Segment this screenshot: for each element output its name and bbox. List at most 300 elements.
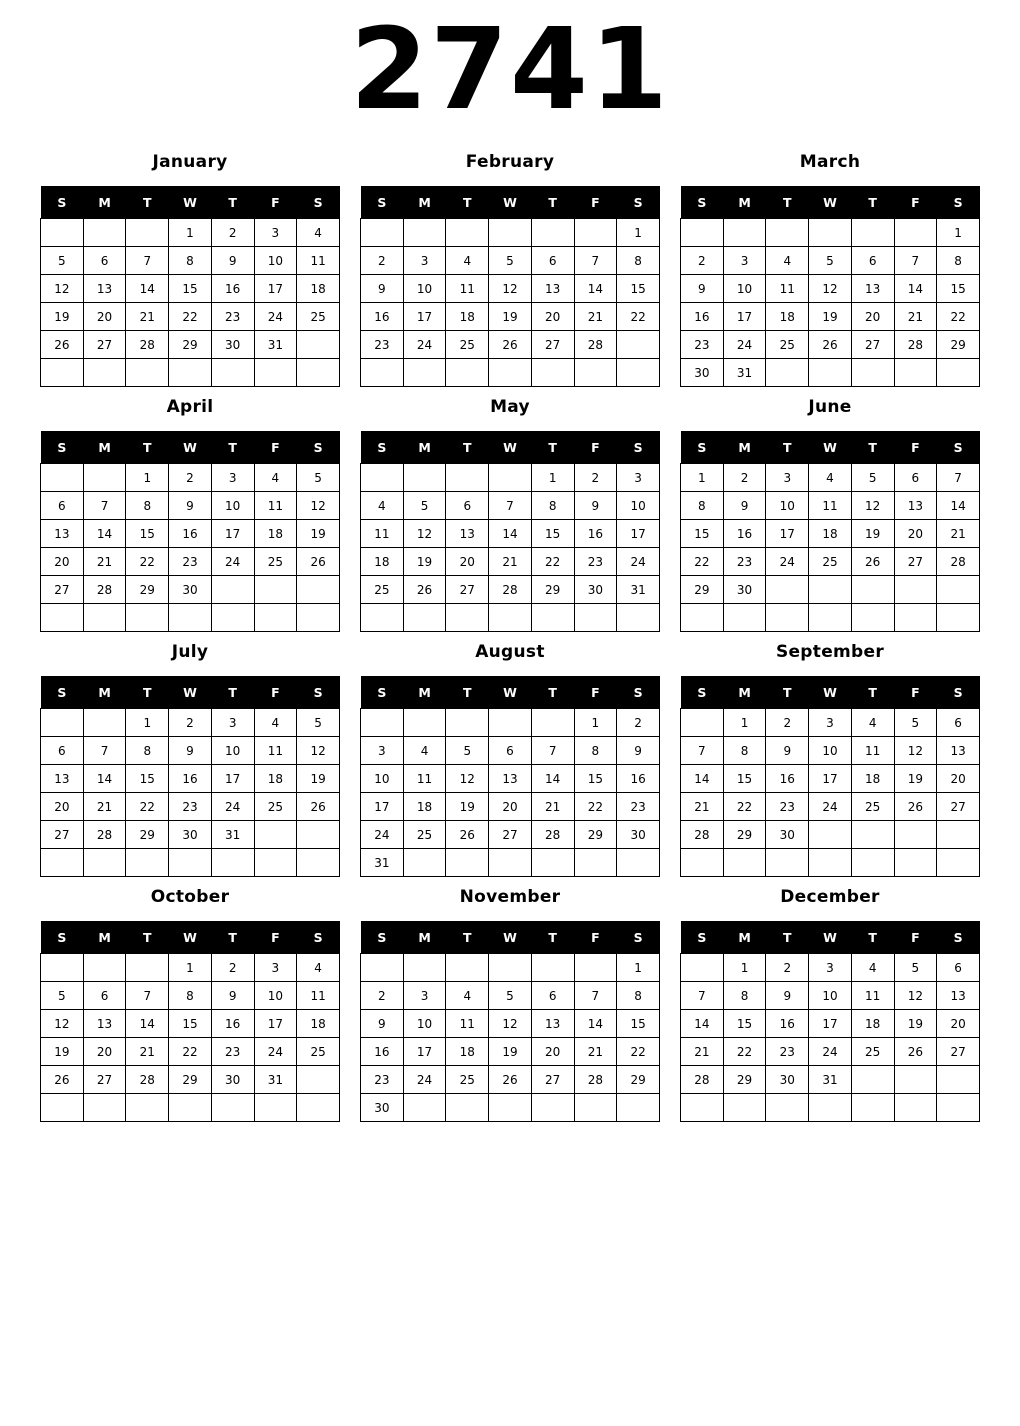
day-cell[interactable]: 3 (403, 247, 446, 275)
day-cell[interactable]: 18 (297, 275, 340, 303)
day-cell[interactable]: 12 (297, 737, 340, 765)
day-cell[interactable]: 7 (937, 464, 980, 492)
day-cell[interactable]: 31 (211, 821, 254, 849)
day-cell[interactable]: 27 (894, 548, 937, 576)
day-cell[interactable]: 31 (361, 849, 404, 877)
day-cell[interactable] (851, 849, 894, 877)
day-cell[interactable]: 17 (766, 520, 809, 548)
day-cell[interactable]: 10 (766, 492, 809, 520)
day-cell[interactable]: 2 (681, 247, 724, 275)
day-cell[interactable]: 23 (361, 1066, 404, 1094)
day-cell[interactable]: 22 (126, 548, 169, 576)
day-cell[interactable]: 26 (297, 548, 340, 576)
day-cell[interactable]: 22 (617, 1038, 660, 1066)
day-cell[interactable] (937, 359, 980, 387)
day-cell[interactable]: 21 (83, 548, 126, 576)
day-cell[interactable] (211, 604, 254, 632)
day-cell[interactable]: 13 (531, 275, 574, 303)
day-cell[interactable]: 10 (361, 765, 404, 793)
day-cell[interactable]: 12 (41, 275, 84, 303)
day-cell[interactable] (894, 1094, 937, 1122)
day-cell[interactable]: 8 (126, 737, 169, 765)
day-cell[interactable]: 6 (446, 492, 489, 520)
day-cell[interactable]: 14 (681, 765, 724, 793)
day-cell[interactable]: 30 (211, 331, 254, 359)
day-cell[interactable]: 8 (681, 492, 724, 520)
day-cell[interactable]: 10 (211, 737, 254, 765)
day-cell[interactable]: 29 (169, 331, 212, 359)
day-cell[interactable]: 19 (41, 1038, 84, 1066)
day-cell[interactable]: 23 (681, 331, 724, 359)
day-cell[interactable] (531, 849, 574, 877)
day-cell[interactable]: 21 (894, 303, 937, 331)
day-cell[interactable] (489, 709, 532, 737)
day-cell[interactable]: 5 (894, 954, 937, 982)
day-cell[interactable] (83, 464, 126, 492)
day-cell[interactable]: 16 (681, 303, 724, 331)
day-cell[interactable]: 19 (41, 303, 84, 331)
day-cell[interactable]: 27 (531, 1066, 574, 1094)
day-cell[interactable]: 12 (403, 520, 446, 548)
day-cell[interactable]: 31 (254, 331, 297, 359)
day-cell[interactable]: 25 (446, 1066, 489, 1094)
day-cell[interactable]: 24 (254, 303, 297, 331)
day-cell[interactable]: 3 (617, 464, 660, 492)
day-cell[interactable] (574, 1094, 617, 1122)
day-cell[interactable] (41, 709, 84, 737)
day-cell[interactable]: 10 (403, 1010, 446, 1038)
day-cell[interactable]: 12 (297, 492, 340, 520)
day-cell[interactable] (851, 604, 894, 632)
day-cell[interactable]: 28 (894, 331, 937, 359)
day-cell[interactable] (894, 1066, 937, 1094)
day-cell[interactable]: 11 (254, 737, 297, 765)
day-cell[interactable]: 3 (361, 737, 404, 765)
day-cell[interactable]: 12 (809, 275, 852, 303)
day-cell[interactable]: 24 (617, 548, 660, 576)
day-cell[interactable]: 10 (211, 492, 254, 520)
day-cell[interactable] (766, 359, 809, 387)
day-cell[interactable]: 2 (574, 464, 617, 492)
day-cell[interactable] (681, 1094, 724, 1122)
day-cell[interactable]: 16 (211, 275, 254, 303)
day-cell[interactable]: 1 (617, 219, 660, 247)
day-cell[interactable] (297, 849, 340, 877)
day-cell[interactable]: 18 (254, 765, 297, 793)
day-cell[interactable] (83, 359, 126, 387)
day-cell[interactable]: 3 (809, 954, 852, 982)
day-cell[interactable]: 8 (169, 982, 212, 1010)
day-cell[interactable] (446, 1094, 489, 1122)
day-cell[interactable]: 20 (937, 1010, 980, 1038)
day-cell[interactable]: 19 (403, 548, 446, 576)
day-cell[interactable]: 19 (809, 303, 852, 331)
day-cell[interactable]: 26 (489, 331, 532, 359)
day-cell[interactable]: 13 (41, 520, 84, 548)
day-cell[interactable] (211, 359, 254, 387)
day-cell[interactable]: 19 (297, 520, 340, 548)
day-cell[interactable]: 12 (41, 1010, 84, 1038)
day-cell[interactable]: 18 (851, 1010, 894, 1038)
day-cell[interactable]: 21 (126, 1038, 169, 1066)
day-cell[interactable]: 4 (446, 982, 489, 1010)
day-cell[interactable]: 10 (723, 275, 766, 303)
day-cell[interactable]: 21 (489, 548, 532, 576)
day-cell[interactable]: 5 (489, 247, 532, 275)
day-cell[interactable]: 3 (403, 982, 446, 1010)
day-cell[interactable]: 8 (723, 737, 766, 765)
day-cell[interactable]: 14 (937, 492, 980, 520)
day-cell[interactable]: 29 (723, 1066, 766, 1094)
day-cell[interactable] (574, 604, 617, 632)
day-cell[interactable]: 15 (169, 275, 212, 303)
day-cell[interactable]: 7 (681, 737, 724, 765)
day-cell[interactable]: 18 (254, 520, 297, 548)
day-cell[interactable]: 14 (681, 1010, 724, 1038)
day-cell[interactable]: 20 (894, 520, 937, 548)
day-cell[interactable]: 19 (894, 1010, 937, 1038)
day-cell[interactable]: 4 (297, 954, 340, 982)
day-cell[interactable]: 29 (126, 576, 169, 604)
day-cell[interactable]: 28 (126, 1066, 169, 1094)
day-cell[interactable]: 7 (126, 982, 169, 1010)
day-cell[interactable]: 17 (211, 765, 254, 793)
day-cell[interactable] (254, 1094, 297, 1122)
day-cell[interactable] (403, 954, 446, 982)
day-cell[interactable]: 27 (83, 331, 126, 359)
day-cell[interactable]: 16 (211, 1010, 254, 1038)
day-cell[interactable]: 6 (41, 492, 84, 520)
day-cell[interactable]: 29 (937, 331, 980, 359)
day-cell[interactable]: 29 (574, 821, 617, 849)
day-cell[interactable]: 9 (681, 275, 724, 303)
day-cell[interactable] (723, 604, 766, 632)
day-cell[interactable] (297, 1066, 340, 1094)
day-cell[interactable] (83, 1094, 126, 1122)
day-cell[interactable] (809, 219, 852, 247)
day-cell[interactable]: 30 (211, 1066, 254, 1094)
day-cell[interactable]: 27 (937, 793, 980, 821)
day-cell[interactable]: 14 (83, 765, 126, 793)
day-cell[interactable]: 6 (83, 247, 126, 275)
day-cell[interactable]: 2 (766, 954, 809, 982)
day-cell[interactable]: 2 (617, 709, 660, 737)
day-cell[interactable] (297, 604, 340, 632)
day-cell[interactable]: 23 (169, 793, 212, 821)
day-cell[interactable]: 3 (766, 464, 809, 492)
day-cell[interactable]: 3 (211, 709, 254, 737)
day-cell[interactable]: 25 (361, 576, 404, 604)
day-cell[interactable]: 2 (169, 464, 212, 492)
day-cell[interactable]: 17 (254, 1010, 297, 1038)
day-cell[interactable]: 17 (254, 275, 297, 303)
day-cell[interactable]: 9 (211, 247, 254, 275)
day-cell[interactable]: 11 (297, 247, 340, 275)
day-cell[interactable] (531, 709, 574, 737)
day-cell[interactable]: 9 (766, 982, 809, 1010)
day-cell[interactable]: 8 (723, 982, 766, 1010)
day-cell[interactable]: 18 (851, 765, 894, 793)
day-cell[interactable] (574, 954, 617, 982)
day-cell[interactable]: 18 (361, 548, 404, 576)
day-cell[interactable]: 24 (809, 793, 852, 821)
day-cell[interactable]: 14 (126, 275, 169, 303)
day-cell[interactable]: 28 (83, 821, 126, 849)
day-cell[interactable] (254, 849, 297, 877)
day-cell[interactable]: 21 (126, 303, 169, 331)
day-cell[interactable] (83, 709, 126, 737)
day-cell[interactable]: 4 (297, 219, 340, 247)
day-cell[interactable] (169, 604, 212, 632)
day-cell[interactable] (937, 604, 980, 632)
day-cell[interactable] (41, 359, 84, 387)
day-cell[interactable]: 6 (894, 464, 937, 492)
day-cell[interactable]: 17 (403, 303, 446, 331)
day-cell[interactable]: 21 (531, 793, 574, 821)
day-cell[interactable]: 27 (851, 331, 894, 359)
day-cell[interactable]: 19 (851, 520, 894, 548)
day-cell[interactable]: 1 (531, 464, 574, 492)
day-cell[interactable]: 8 (937, 247, 980, 275)
day-cell[interactable]: 23 (211, 1038, 254, 1066)
day-cell[interactable]: 25 (297, 1038, 340, 1066)
day-cell[interactable]: 19 (489, 1038, 532, 1066)
day-cell[interactable] (446, 464, 489, 492)
day-cell[interactable] (617, 331, 660, 359)
day-cell[interactable]: 8 (531, 492, 574, 520)
day-cell[interactable] (723, 1094, 766, 1122)
day-cell[interactable] (254, 576, 297, 604)
day-cell[interactable] (851, 576, 894, 604)
day-cell[interactable] (41, 219, 84, 247)
day-cell[interactable]: 12 (851, 492, 894, 520)
day-cell[interactable]: 9 (617, 737, 660, 765)
day-cell[interactable] (531, 954, 574, 982)
day-cell[interactable]: 13 (41, 765, 84, 793)
day-cell[interactable]: 13 (531, 1010, 574, 1038)
day-cell[interactable] (169, 849, 212, 877)
day-cell[interactable] (41, 604, 84, 632)
day-cell[interactable]: 28 (126, 331, 169, 359)
day-cell[interactable]: 27 (937, 1038, 980, 1066)
day-cell[interactable]: 2 (361, 982, 404, 1010)
day-cell[interactable]: 3 (254, 219, 297, 247)
day-cell[interactable]: 1 (617, 954, 660, 982)
day-cell[interactable]: 30 (723, 576, 766, 604)
day-cell[interactable] (851, 1094, 894, 1122)
day-cell[interactable]: 24 (403, 1066, 446, 1094)
day-cell[interactable]: 9 (169, 737, 212, 765)
day-cell[interactable]: 5 (41, 247, 84, 275)
day-cell[interactable]: 21 (574, 303, 617, 331)
day-cell[interactable]: 8 (169, 247, 212, 275)
day-cell[interactable] (489, 219, 532, 247)
day-cell[interactable]: 28 (489, 576, 532, 604)
day-cell[interactable] (361, 464, 404, 492)
day-cell[interactable]: 14 (894, 275, 937, 303)
day-cell[interactable]: 15 (723, 765, 766, 793)
day-cell[interactable] (489, 1094, 532, 1122)
day-cell[interactable]: 20 (446, 548, 489, 576)
day-cell[interactable] (809, 576, 852, 604)
day-cell[interactable] (766, 576, 809, 604)
day-cell[interactable]: 13 (83, 275, 126, 303)
day-cell[interactable]: 1 (126, 709, 169, 737)
day-cell[interactable]: 4 (851, 709, 894, 737)
day-cell[interactable]: 5 (894, 709, 937, 737)
day-cell[interactable]: 11 (403, 765, 446, 793)
day-cell[interactable]: 26 (809, 331, 852, 359)
day-cell[interactable]: 28 (574, 331, 617, 359)
day-cell[interactable]: 16 (766, 765, 809, 793)
day-cell[interactable]: 30 (574, 576, 617, 604)
day-cell[interactable] (937, 821, 980, 849)
day-cell[interactable]: 29 (723, 821, 766, 849)
day-cell[interactable]: 20 (41, 548, 84, 576)
day-cell[interactable]: 30 (617, 821, 660, 849)
day-cell[interactable] (41, 464, 84, 492)
day-cell[interactable]: 29 (681, 576, 724, 604)
day-cell[interactable] (809, 604, 852, 632)
day-cell[interactable] (681, 709, 724, 737)
day-cell[interactable]: 25 (446, 331, 489, 359)
day-cell[interactable]: 27 (531, 331, 574, 359)
day-cell[interactable] (489, 359, 532, 387)
day-cell[interactable] (851, 359, 894, 387)
day-cell[interactable]: 16 (574, 520, 617, 548)
day-cell[interactable]: 17 (211, 520, 254, 548)
day-cell[interactable]: 17 (809, 765, 852, 793)
day-cell[interactable]: 26 (403, 576, 446, 604)
day-cell[interactable]: 14 (574, 1010, 617, 1038)
day-cell[interactable]: 31 (254, 1066, 297, 1094)
day-cell[interactable] (403, 1094, 446, 1122)
day-cell[interactable] (403, 359, 446, 387)
day-cell[interactable]: 29 (617, 1066, 660, 1094)
day-cell[interactable]: 9 (361, 1010, 404, 1038)
day-cell[interactable]: 13 (937, 982, 980, 1010)
day-cell[interactable]: 20 (83, 1038, 126, 1066)
day-cell[interactable] (126, 604, 169, 632)
day-cell[interactable]: 16 (723, 520, 766, 548)
day-cell[interactable]: 11 (446, 1010, 489, 1038)
day-cell[interactable]: 8 (617, 247, 660, 275)
day-cell[interactable] (766, 849, 809, 877)
day-cell[interactable] (851, 219, 894, 247)
day-cell[interactable]: 14 (83, 520, 126, 548)
day-cell[interactable]: 4 (851, 954, 894, 982)
day-cell[interactable] (809, 359, 852, 387)
day-cell[interactable]: 16 (766, 1010, 809, 1038)
day-cell[interactable]: 11 (851, 737, 894, 765)
day-cell[interactable]: 11 (809, 492, 852, 520)
day-cell[interactable]: 27 (41, 576, 84, 604)
day-cell[interactable]: 13 (446, 520, 489, 548)
day-cell[interactable]: 14 (489, 520, 532, 548)
day-cell[interactable] (41, 1094, 84, 1122)
day-cell[interactable] (297, 576, 340, 604)
day-cell[interactable] (766, 604, 809, 632)
day-cell[interactable]: 22 (723, 1038, 766, 1066)
day-cell[interactable]: 29 (531, 576, 574, 604)
day-cell[interactable]: 13 (894, 492, 937, 520)
day-cell[interactable] (169, 359, 212, 387)
day-cell[interactable]: 5 (489, 982, 532, 1010)
day-cell[interactable] (254, 359, 297, 387)
day-cell[interactable]: 20 (489, 793, 532, 821)
day-cell[interactable]: 27 (446, 576, 489, 604)
day-cell[interactable]: 23 (574, 548, 617, 576)
day-cell[interactable]: 14 (126, 1010, 169, 1038)
day-cell[interactable] (723, 219, 766, 247)
day-cell[interactable]: 27 (489, 821, 532, 849)
day-cell[interactable]: 9 (766, 737, 809, 765)
day-cell[interactable]: 5 (446, 737, 489, 765)
day-cell[interactable]: 25 (297, 303, 340, 331)
day-cell[interactable] (41, 954, 84, 982)
day-cell[interactable]: 23 (169, 548, 212, 576)
day-cell[interactable]: 10 (254, 982, 297, 1010)
day-cell[interactable] (894, 821, 937, 849)
day-cell[interactable] (446, 954, 489, 982)
day-cell[interactable]: 18 (809, 520, 852, 548)
day-cell[interactable]: 24 (766, 548, 809, 576)
day-cell[interactable]: 2 (723, 464, 766, 492)
day-cell[interactable]: 3 (723, 247, 766, 275)
day-cell[interactable]: 1 (723, 709, 766, 737)
day-cell[interactable]: 23 (766, 1038, 809, 1066)
day-cell[interactable]: 23 (766, 793, 809, 821)
day-cell[interactable]: 10 (809, 982, 852, 1010)
day-cell[interactable] (574, 359, 617, 387)
day-cell[interactable]: 1 (681, 464, 724, 492)
day-cell[interactable] (254, 821, 297, 849)
day-cell[interactable]: 25 (851, 1038, 894, 1066)
day-cell[interactable]: 30 (169, 821, 212, 849)
day-cell[interactable]: 14 (574, 275, 617, 303)
day-cell[interactable]: 26 (446, 821, 489, 849)
day-cell[interactable]: 26 (894, 793, 937, 821)
day-cell[interactable]: 20 (531, 1038, 574, 1066)
day-cell[interactable]: 1 (126, 464, 169, 492)
day-cell[interactable] (531, 1094, 574, 1122)
day-cell[interactable]: 6 (851, 247, 894, 275)
day-cell[interactable] (766, 1094, 809, 1122)
day-cell[interactable]: 15 (937, 275, 980, 303)
day-cell[interactable]: 5 (403, 492, 446, 520)
day-cell[interactable]: 9 (361, 275, 404, 303)
day-cell[interactable]: 4 (446, 247, 489, 275)
day-cell[interactable] (937, 1094, 980, 1122)
day-cell[interactable] (126, 359, 169, 387)
day-cell[interactable]: 7 (83, 492, 126, 520)
day-cell[interactable]: 31 (809, 1066, 852, 1094)
day-cell[interactable]: 24 (809, 1038, 852, 1066)
day-cell[interactable]: 9 (169, 492, 212, 520)
day-cell[interactable]: 27 (41, 821, 84, 849)
day-cell[interactable] (126, 849, 169, 877)
day-cell[interactable] (894, 219, 937, 247)
day-cell[interactable]: 20 (851, 303, 894, 331)
day-cell[interactable] (254, 604, 297, 632)
day-cell[interactable]: 20 (41, 793, 84, 821)
day-cell[interactable]: 20 (83, 303, 126, 331)
day-cell[interactable] (937, 576, 980, 604)
day-cell[interactable] (894, 359, 937, 387)
day-cell[interactable]: 9 (723, 492, 766, 520)
day-cell[interactable]: 25 (766, 331, 809, 359)
day-cell[interactable] (681, 954, 724, 982)
